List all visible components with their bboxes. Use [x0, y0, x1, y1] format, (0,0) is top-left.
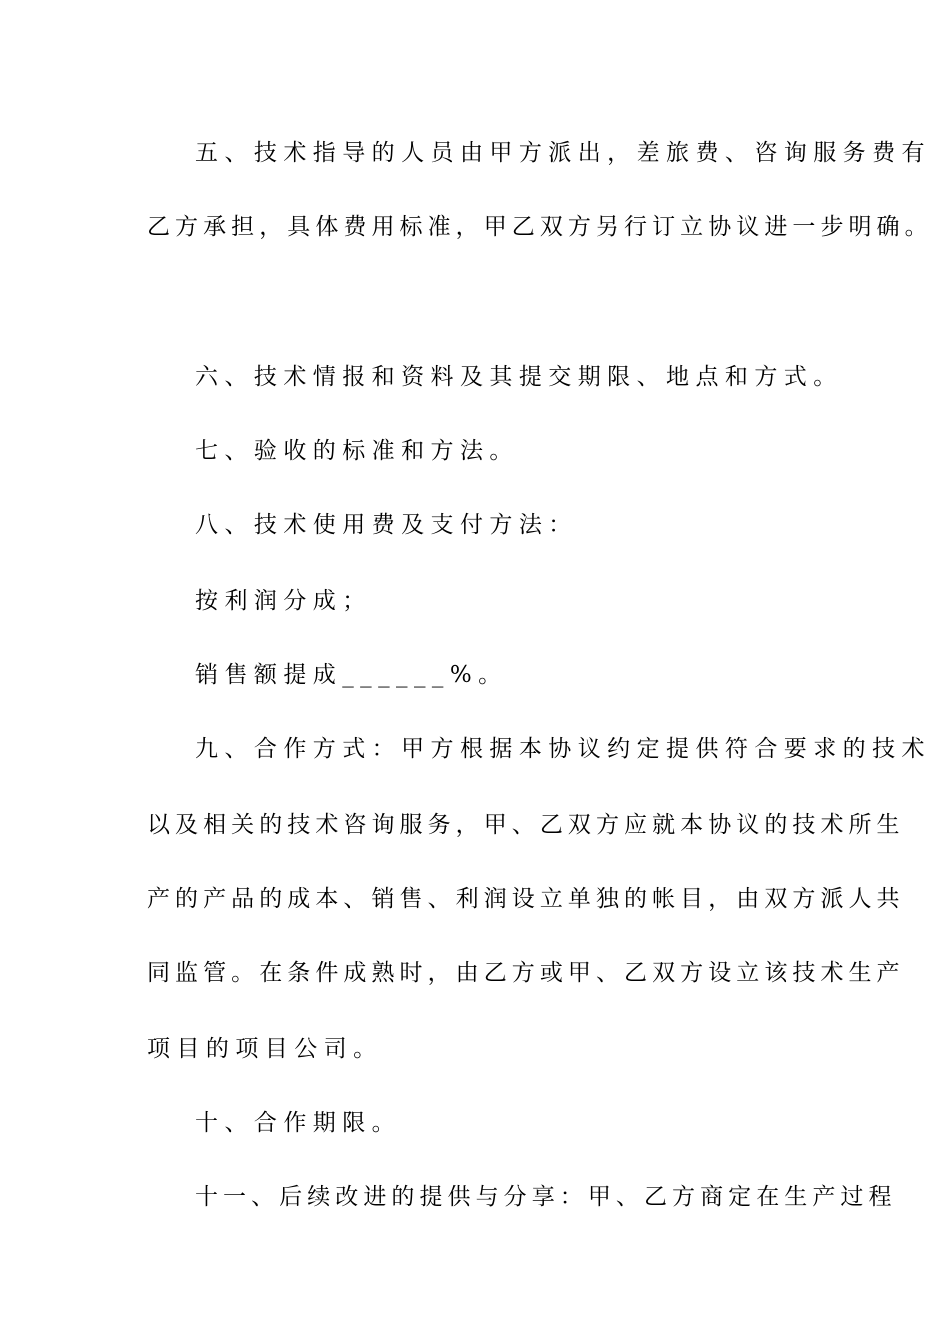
clause-6: 六、技术情报和资料及其提交期限、地点和方式。: [195, 364, 843, 390]
clause-8-option-profit-share: 按利润分成；: [195, 588, 372, 614]
clause-5-line-2: 乙方承担，具体费用标准，甲乙双方另行订立协议进一步明确。: [147, 214, 933, 240]
clause-8: 八、技术使用费及支付方法：: [195, 512, 578, 538]
clause-5-line-1: 五、技术指导的人员由甲方派出，差旅费、咨询服务费有: [195, 140, 931, 166]
clause-7: 七、验收的标准和方法。: [195, 438, 519, 464]
clause-10: 十、合作期限。: [195, 1110, 402, 1136]
clause-11-line-1: 十一、后续改进的提供与分享：甲、乙方商定在生产过程: [195, 1184, 897, 1210]
clause-8-option-sales-percent: 销售额提成______%。: [195, 662, 508, 688]
clause-9-line-1: 九、合作方式：甲方根据本协议约定提供符合要求的技术: [195, 736, 931, 762]
clause-9-line-2: 以及相关的技术咨询服务，甲、乙双方应就本协议的技术所生: [147, 812, 905, 838]
clause-9-line-5: 项目的项目公司。: [147, 1036, 383, 1062]
clause-9-line-4: 同监管。在条件成熟时，由乙方或甲、乙双方设立该技术生产: [147, 960, 905, 986]
clause-9-line-3: 产的产品的成本、销售、利润设立单独的帐目，由双方派人共: [147, 886, 905, 912]
